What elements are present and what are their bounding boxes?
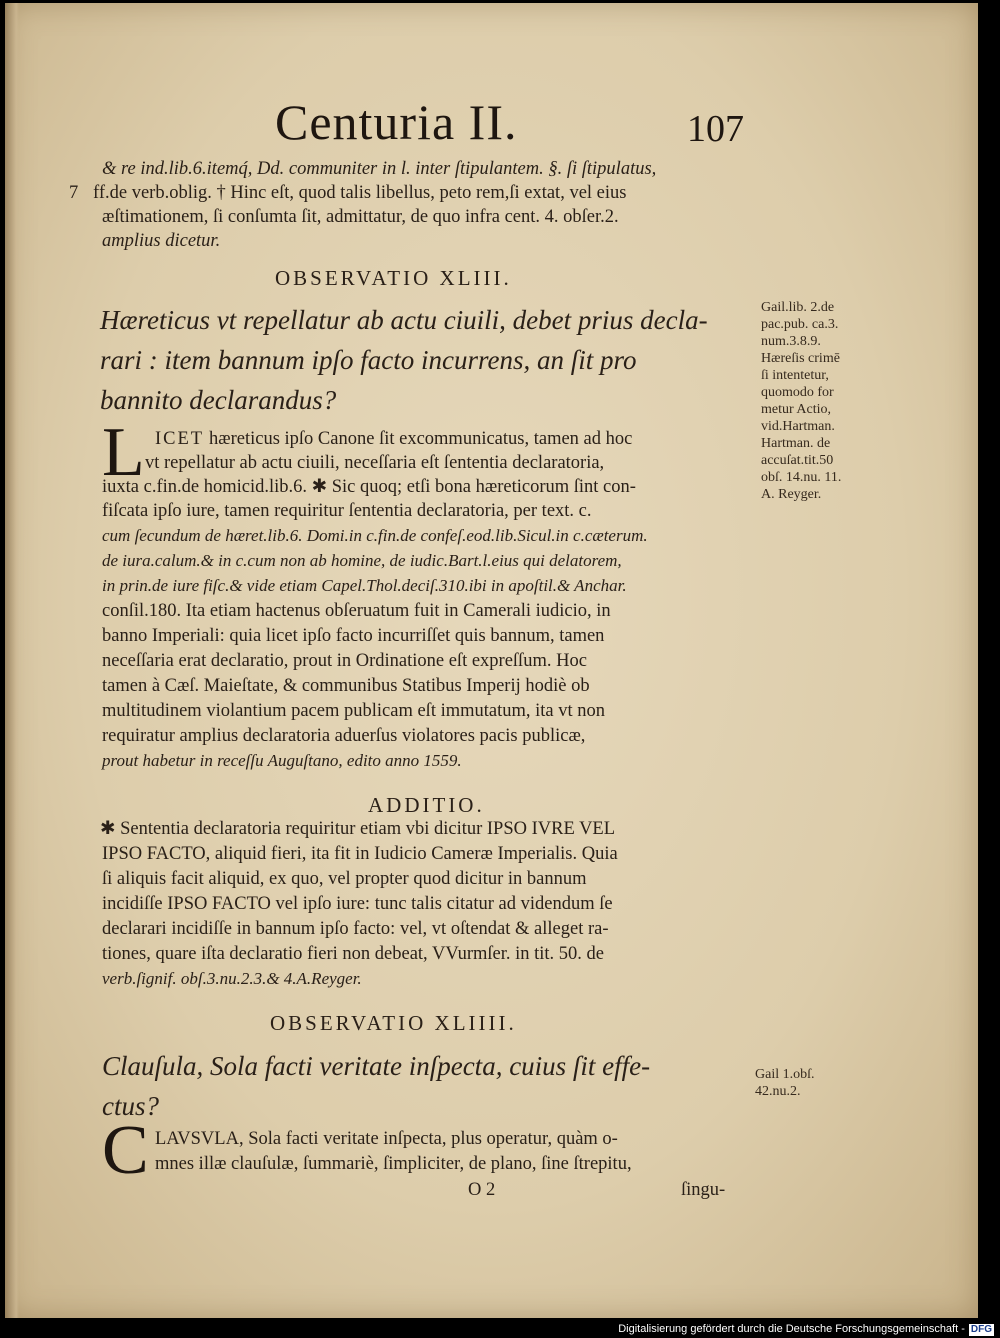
rubric-line: bannito declarandus? [100,385,337,415]
margin-line: quomodo for [761,385,834,400]
margin-line: Hæreſis crimē [761,351,840,366]
text-line: conſil.180. Ita etiam hactenus obſeruatum fuit in Camerali iudicio, in [102,601,611,621]
text-line: hæreticus ipſo Canone ſit excommunicatus, tamen ad hoc [209,429,633,449]
book-page [5,3,978,1318]
margin-line: obſ. 14.nu. 11. [761,470,842,485]
rubric-line: ctus? [102,1091,159,1121]
observation-heading: OBSERVATIO XLIII. [275,266,512,290]
drop-capital: L [102,414,145,491]
text-line: incidiſſe IPSO FACTO vel ipſo iure: tunc talis citatur ad videndum ſe [102,894,613,914]
first-word: ICET [155,429,205,449]
text-line: banno Imperiali: quia licet ipſo facto incurriſſet quis bannum, tamen [102,626,605,646]
margin-line: Gail.lib. 2.de [761,300,835,315]
text-line: ff.de verb.oblig. † Hinc eſt, quod talis libellus, peto rem,ſi extat, vel eius [93,183,627,203]
text-line: & re ind.lib.6.itemq́, Dd. communiter in l. inter ſtipulantem. §. ſi ſtipulatus, [102,159,657,179]
footer-text: Digitalisierung gefördert durch die Deutsche Forschungsgemeinschaft - [618,1323,965,1335]
marginal-note [755,1066,815,1100]
margin-line: num.3.8.9. [761,334,821,349]
margin-line: vid.Hartman. [761,419,835,434]
rubric-line: rari : item bannum ipſo facto incurrens, an ſit pro [100,345,637,375]
rubric-line: Hæreticus vt repellatur ab actu ciuili, debet prius decla- [100,305,708,335]
text-line: verb.ſignif. obſ.3.nu.2.3.& 4.A.Reyger. [102,969,362,988]
text-line: multitudinem violantium pacem publicam eſt immutatum, ita vt non [102,701,606,721]
text-line: æſtimationem, ſi conſumta ſit, admittatur, de quo infra cent. 4. obſer.2. [102,207,619,227]
margin-line: Hartman. de [761,436,831,451]
text-line: neceſſaria erat declaratio, prout in Ordinatione eſt expreſſum. Hoc [102,651,587,671]
text-line: requiratur amplius declaratoria aduerſus violatores pacis publicæ, [102,726,586,746]
margin-line: ſi intentetur, [761,368,829,383]
text-line: ſi aliquis facit aliquid, ex quo, vel propter quod dicitur in bannum [102,869,587,889]
rubric-line: Clauſula, Sola facti veritate inſpecta, cuius ſit effe- [102,1051,651,1081]
text-line: cum ſecundum de hæret.lib.6. Domi.in c.fin.de confeſ.eod.lib.Sicul.in c.cæterum. [102,526,648,545]
dfg-logo-icon: DFG [970,1324,992,1335]
running-head: Centuria II. [275,94,518,150]
digitization-footer [574,1320,998,1338]
text-line: vt repellatur ab actu ciuili, neceſſaria eſt ſententia declaratoria, [145,453,605,473]
additio-heading: ADDITIO. [368,793,485,817]
text-line: LAVSVLA, Sola facti veritate inſpecta, plus operatur, quàm o- [155,1129,618,1149]
text-line: prout habetur in receſſu Auguſtano, edito anno 1559. [102,751,462,770]
margin-line: accuſat.tit.50 [761,453,834,468]
text-line: in prin.de iure fiſc.& vide etiam Capel.Thol.deciſ.310.ibi in apoſtil.& Anchar. [102,576,627,595]
drop-capital: C [102,1112,149,1189]
line-number: 7 [69,183,79,203]
text-line: declarari incidiſſe in bannum ipſo facto: vel, vt oſtendat & alleget ra- [102,919,609,939]
margin-line: pac.pub. ca.3. [761,317,839,332]
text-line: fiſcata ipſo iure, tamen requiritur ſententia declaratoria, per text. c. [102,501,592,521]
text-line: IPSO FACTO, aliquid fieri, ita fit in Iudicio Cameræ Imperialis. Quia [102,844,618,864]
margin-line: 42.nu.2. [755,1084,801,1099]
text-line: amplius dicetur. [102,231,221,251]
text-line: de iura.calum.& in c.cum non ab homine, de iudic.Bart.l.eius qui delatorem, [102,551,622,570]
catchword: ſingu- [681,1180,726,1200]
text-line: iuxta c.fin.de homicid.lib.6. ✱ Sic quoq; etſi bona hæreticorum ſint con- [102,477,636,497]
text-line: ✱ Sententia declaratoria requiritur etiam vbi dicitur IPSO IVRE VEL [100,819,616,839]
text-line: tamen à Cæſ. Maieſtate, & communibus Statibus Imperij hodiè ob [102,676,590,696]
text-line: tiones, quare iſta declaratio fieri non debeat, VVurmſer. in tit. 50. de [102,944,605,964]
marginal-note [761,299,841,503]
text-line: mnes illæ clauſulæ, ſummariè, ſimpliciter, de plano, ſine ſtrepitu, [155,1154,632,1174]
page-number: 107 [687,108,744,150]
margin-line: metur Actio, [761,402,831,417]
margin-line: A. Reyger. [761,487,822,502]
observation-heading: OBSERVATIO XLIIII. [270,1011,517,1035]
margin-line: Gail 1.obſ. [755,1067,815,1082]
signature-mark: O 2 [468,1180,496,1200]
